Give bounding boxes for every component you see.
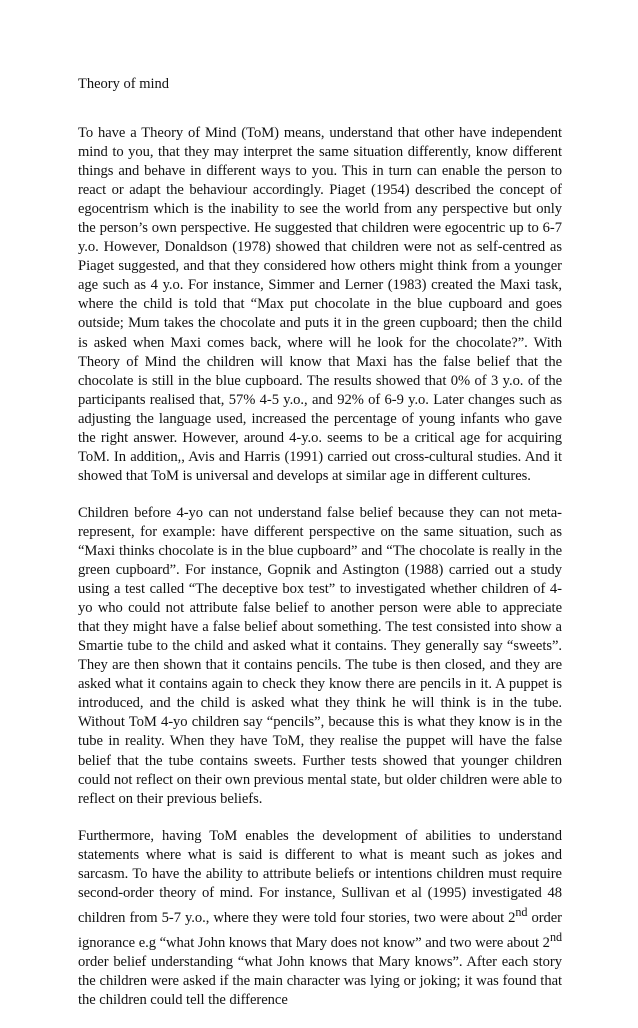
paragraph-3-part-3: order belief understanding “what John knows that Mary knows”. After each story the children were asked if the main character was lying or joking; it was found that the children could tell the difference bbox=[78, 953, 562, 1008]
paragraph-3-part-1: Furthermore, having ToM enables the development of abilities to understand statements where what is said is different to what is meant such as jokes and sarcasm. To have the ability to attribute beliefs or intentions children must require second-order theory of mind. For instance, Sullivan et al (1995) investigated 48 children from 5-7 y.o., where they were told four stories, two were about 2 bbox=[78, 827, 562, 926]
paragraph-2: Children before 4-yo can not understand false belief because they can not meta-represent, for example: have different perspective on the same situation, such as “Maxi thinks chocolate is in the blue cupboard” and “The chocolate is really in the green cupboard”. For instance, Gopnik and Astington (1988) carried out a study using a test called “The deceptive box test” to investigated whether children of 4-yo who could not attribute false belief to another person were able to appreciate that they might have a false belief about something. The test consisted into show a Smartie tube to the child and asked what it contains. They generally say “sweets”. They are then shown that it contains pencils. The tube is then closed, and they are asked what it contains again to check they know there are pencils in it. A puppet is introduced, and the child is asked what they think he will think is in the tube. Without ToM 4-yo children say “pencils”, because this is what they know is in the tube in reality. When they have ToM, they realise the puppet will have the false belief that the tube contains sweets. Further tests showed that younger children could not reflect on their own previous mental state, but older children were able to reflect on their previous beliefs. bbox=[78, 504, 562, 807]
document-page bbox=[78, 75, 562, 1028]
ordinal-superscript: nd bbox=[549, 929, 562, 944]
paragraph-1: To have a Theory of Mind (ToM) means, understand that other have independent mind to you, that they may interpret the same situation differently, know different things and behave in different ways to you. This in turn can enable the person to react or adapt the behaviour accordingly. Piaget (1954) described the concept of egocentrism which is the inability to see the world from any perspective but only the person’s own perspective. He suggested that children were egocentric up to 6-7 y.o. However, Donaldson (1978) showed that children were not as self-centred as Piaget suggested, and that they considered how others might think from a younger age such as 4 y.o. For instance, Simmer and Lerner (1983) created the Maxi task, where the child is told that “Max put chocolate in the blue cupboard and goes outside; Mum takes the chocolate and puts it in the green cupboard; then the child is asked when Maxi comes back, where will he look for the chocolate?”. With Theory of Mind the children will know that Maxi has the false belief that the chocolate is still in the blue cupboard. The results showed that 0% of 3 y.o. of the participants realised that, 57% 4-5 y.o., and 92% of 6-9 y.o. Later changes such as adjusting the language used, increased the percentage of young infants who gave the right answer. However, around 4-y.o. seems to be a critical age for acquiring ToM. In addition,, Avis and Harris (1991) carried out cross-cultural studies. And it showed that ToM is universal and develops at similar age in different cultures. bbox=[78, 125, 562, 484]
document-title: Theory of mind bbox=[78, 76, 170, 92]
paragraph-3-part-2: order ignorance e.g “what John knows that Mary does not know” and two were about 2 bbox=[78, 909, 562, 951]
paragraph-3 bbox=[78, 827, 562, 1010]
ordinal-superscript: nd bbox=[515, 904, 528, 919]
